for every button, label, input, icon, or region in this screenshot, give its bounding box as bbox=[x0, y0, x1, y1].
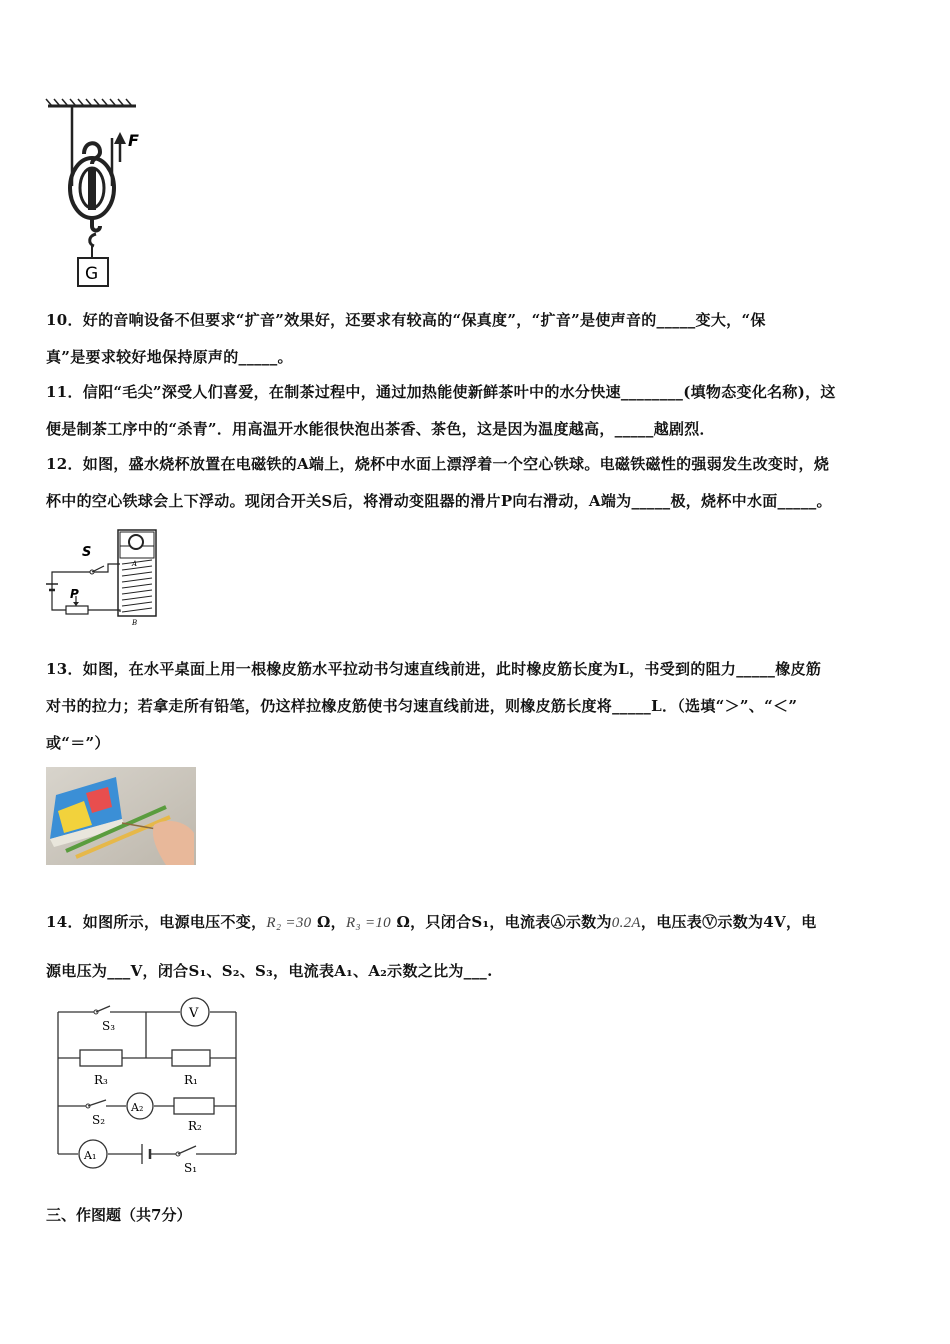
end-b-label: B bbox=[132, 619, 138, 627]
q10-line1: 10．好的音响设备不但要求“扩音”效果好，还要求有较高的“保真度”，“扩音”是使声音的_____变大，“保 bbox=[46, 311, 766, 329]
question-10 bbox=[46, 302, 908, 376]
pulley-figure bbox=[44, 98, 144, 290]
q13-line3: 或“＝”） bbox=[46, 734, 110, 752]
q12-line2: 杯中的空心铁球会上下浮动。现闭合开关S后，将滑动变阻器的滑片P向右滑动，A端为_____极，烧杯中水面_____。 bbox=[46, 492, 832, 510]
ammeter1-label: A₁ bbox=[84, 1149, 97, 1162]
s3-label: S₃ bbox=[102, 1019, 116, 1033]
r3-label: R₃ bbox=[94, 1073, 108, 1087]
q14-text-part2: Ω，只闭合S₁，电流表Ⓐ示数为 bbox=[391, 913, 612, 931]
r1-label: R₁ bbox=[184, 1073, 198, 1087]
force-label: F bbox=[128, 131, 139, 150]
switch-label: S bbox=[82, 545, 92, 560]
question-13 bbox=[46, 651, 908, 762]
current-formula: 0.2A bbox=[611, 915, 641, 931]
electromagnet-figure bbox=[44, 524, 164, 628]
q10-line2: 真”是要求较好地保持原声的_____。 bbox=[46, 348, 293, 366]
weight-label: G bbox=[85, 264, 99, 284]
r3-formula: R₃ =10 bbox=[345, 915, 391, 931]
q13-line2: 对书的拉力；若拿走所有铅笔，仍这样拉橡皮筋使书匀速直线前进，则橡皮筋长度将_____L．（选填“＞”、“＜” bbox=[46, 697, 798, 715]
r2-label: R₂ bbox=[188, 1119, 202, 1133]
q11-line2: 便是制茶工序中的“杀青”．用高温开水能很快泡出茶香、茶色，这是因为温度越高，_____越剧烈． bbox=[46, 420, 715, 438]
book-rubber-band-photo bbox=[46, 767, 196, 865]
q14-text-part1: 14．如图所示，电源电压不变， bbox=[46, 913, 267, 931]
section-3-title: 三、作图题（共7分） bbox=[46, 1206, 192, 1224]
r2-formula: R₂ =30 bbox=[266, 915, 312, 931]
ammeter2-label: A₂ bbox=[131, 1101, 144, 1114]
circuit-figure bbox=[50, 996, 250, 1178]
s2-label: S₂ bbox=[92, 1113, 106, 1127]
end-a-label: A bbox=[132, 560, 138, 568]
question-12 bbox=[46, 446, 908, 520]
voltmeter-label: V bbox=[189, 1006, 199, 1021]
q13-line1: 13．如图，在水平桌面上用一根橡皮筋水平拉动书匀速直线前进，此时橡皮筋长度为L，书受到的阻力_____橡皮筋 bbox=[46, 660, 822, 678]
question-14 bbox=[46, 902, 908, 990]
s1-label: S₁ bbox=[184, 1161, 198, 1175]
q12-line1: 12．如图，盛水烧杯放置在电磁铁的A端上，烧杯中水面上漂浮着一个空心铁球。电磁铁磁性的强弱发生改变时，烧 bbox=[46, 455, 830, 473]
slider-label: P bbox=[70, 587, 79, 601]
q14-line2: 源电压为___V，闭合S₁、S₂、S₃，电流表A₁、A₂示数之比为___. bbox=[46, 962, 493, 980]
q14-unit1: Ω， bbox=[311, 913, 346, 931]
q11-line1: 11．信阳“毛尖”深受人们喜爱，在制茶过程中，通过加热能使新鲜茶叶中的水分快速________(填物态变化名称)，这 bbox=[46, 383, 836, 401]
q14-text-part3: ，电压表Ⓥ示数为4V，电 bbox=[640, 913, 817, 931]
question-11 bbox=[46, 374, 908, 448]
